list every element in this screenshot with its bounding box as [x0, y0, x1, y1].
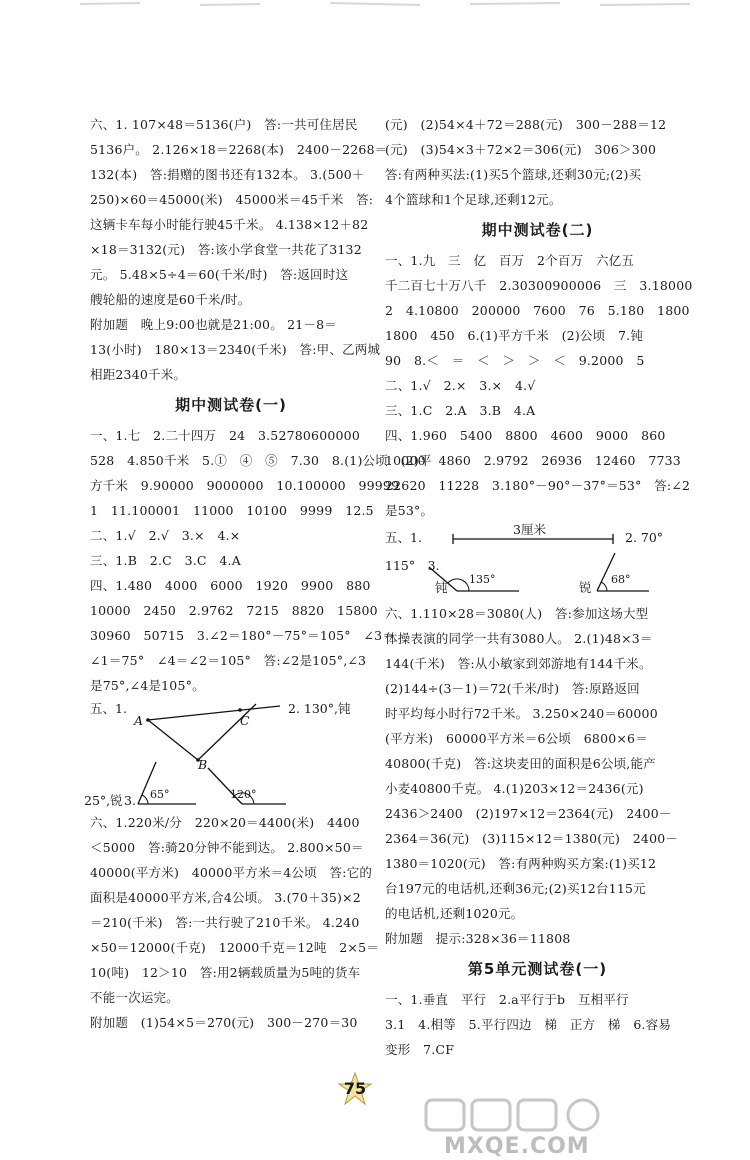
text-line: 10000 4860 2.9792 26936 12460 7733	[385, 453, 681, 468]
text-line: 三、1.C 2.A 3.B 4.A	[385, 403, 536, 418]
text-line: 体操表演的同学一共有3080人。 2.(1)48×3＝	[385, 631, 653, 646]
angle-label-120: 120°	[230, 788, 257, 801]
text-line: ∠1＝75° ∠4＝∠2＝105° 答:∠2是105°,∠3	[90, 653, 367, 668]
text-line: 六、1. 107×48＝5136(户) 答:一共可住居民	[90, 117, 358, 132]
text-line: 二、1.√ 2.√ 3.× 4.×	[90, 528, 241, 543]
section-heading-midterm-2: 期中测试卷(二)	[481, 221, 594, 239]
text-line: 5136户。 2.126×18＝2268(本) 2400－2268＝	[90, 142, 388, 157]
text-line: 答:有两种买法:(1)买5个篮球,还剩30元;(2)买	[385, 167, 642, 182]
point-label-a: A	[134, 713, 144, 728]
text-line: 13(小时) 180×13＝2340(千米) 答:甲、乙两城	[90, 342, 381, 357]
text-line: 元。 5.48×5÷4＝60(千米/时) 答:返回时这	[90, 267, 349, 282]
text-line: 方千米 9.90000 9000000 10.100000 99999	[90, 478, 400, 493]
text-line: 1380＝1020(元) 答:有两种购买方案:(1)买12	[385, 856, 657, 871]
text-line: ＜5000 答:骑20分钟不能到达。 2.800×50＝	[90, 840, 364, 855]
figure-item-3: 3.	[124, 793, 136, 808]
left-section-1	[90, 112, 388, 387]
figure-segment-angles	[385, 523, 690, 601]
text-line: 附加题 (1)54×5＝270(元) 300－270＝30	[90, 1015, 358, 1030]
scan-top-edge	[0, 0, 750, 18]
text-line: 这辆卡车每小时能行驶45千米。 4.138×12＋82	[90, 217, 369, 232]
text-line: 三、1.B 2.C 3.C 4.A	[90, 553, 241, 568]
text-line: ×50＝12000(千克) 12000千克＝12吨 2×5＝	[90, 940, 379, 955]
text-line: 10000 2450 2.9762 7215 8820 15800	[90, 603, 378, 618]
text-line: ×18＝3132(元) 答:该小学食堂一共花了3132	[90, 242, 362, 257]
text-line: 附加题 晚上9:00也就是21:00。 21－8＝	[90, 317, 337, 332]
text-line: 2436＞2400 (2)197×12＝2364(元) 2400－	[385, 806, 672, 821]
obtuse-label: 钝	[435, 580, 448, 595]
point-label-b: B	[198, 757, 208, 772]
text-line: 40800(千克) 答:这块麦田的面积是6公顷,能产	[385, 756, 656, 771]
text-line: 六、1.110×28＝3080(人) 答:参加这场大型	[385, 606, 649, 621]
text-line: 250)×60＝45000(米) 45000米＝45千米 答:	[90, 192, 374, 207]
text-line: 30960 50715 3.∠2＝180°－75°＝105° ∠3＝	[90, 628, 395, 643]
figure-question-label: 五、1.	[90, 701, 127, 716]
text-line: 一、1.九 三 亿 百万 2个百万 六亿五	[385, 253, 635, 268]
text-line: 六、1.220米/分 220×20＝4400(米) 4400	[90, 815, 360, 830]
text-line: 144(千米) 答:从小敏家到郊游地有144千米。	[385, 656, 652, 671]
text-line: 面积是40000平方米,合4公顷。 3.(70＋35)×2	[90, 890, 361, 905]
figure-answer-2: 2. 70°	[625, 530, 664, 545]
text-line: 不能一次运完。	[90, 990, 179, 1005]
figure-prefix-text: 115° 3.	[385, 558, 440, 573]
text-line: ＝210(千米) 答:一共行驶了210千米。 4.240	[90, 915, 360, 930]
acute-label: 锐	[579, 580, 592, 595]
text-line: 10(吨) 12＞10 答:用2辆载质量为5吨的货车	[90, 965, 361, 980]
text-line: 附加题 提示:328×36＝11808	[385, 931, 571, 946]
figure-triangle-angles	[84, 698, 372, 810]
text-line: 2 4.10800 200000 7600 76 5.180 1800	[385, 303, 690, 318]
segment-length-label: 3厘米	[513, 522, 546, 537]
section-heading-midterm-1: 期中测试卷(一)	[175, 396, 287, 414]
right-section-3	[385, 601, 690, 951]
text-line: 3.1 4.相等 5.平行四边 梯 正方 梯 6.容易	[385, 1017, 672, 1032]
text-line: 90 8.＜ ＝ ＜ ＞ ＞ ＜ 9.2000 5	[385, 353, 645, 368]
text-line: 变形 7.CF	[385, 1042, 455, 1057]
text-line: (元) (3)54×3＋72×2＝306(元) 306＞300	[385, 142, 657, 157]
text-line: 1 11.100001 11000 10100 9999 12.5	[90, 503, 374, 518]
text-line: 的电话机,还剩1020元。	[385, 906, 524, 921]
text-line: 四、1.960 5400 8800 4600 9000 860	[385, 428, 666, 443]
text-line: (平方米) 60000平方米＝6公顷 6800×6＝	[385, 731, 648, 746]
text-line: 是75°,∠4是105°。	[90, 678, 205, 693]
watermark-text: MXQE.COM	[444, 1134, 590, 1159]
figure-question-label: 五、1.	[385, 530, 422, 545]
right-section-2	[385, 248, 693, 523]
figure-prefix-text: 25°,锐	[84, 793, 123, 808]
right-section-4	[385, 987, 690, 1062]
text-line: 1800 450 6.(1)平方千米 (2)公顷 7.钝	[385, 328, 644, 343]
left-section-3	[90, 810, 379, 1035]
right-section-1	[385, 112, 690, 212]
page-number	[338, 1072, 372, 1106]
text-line: 2364＝36(元) (3)115×12＝1380(元) 2400－	[385, 831, 679, 846]
text-line: 22620 11228 3.180°－90°－37°＝53° 答:∠2	[385, 478, 691, 493]
page-number-text: 75	[343, 1079, 367, 1098]
angle-label-135: 135°	[469, 573, 496, 586]
section-heading-unit5-test-1: 第5单元测试卷(一)	[467, 960, 608, 978]
text-line: (2)144÷(3－1)＝72(千米/时) 答:原路返回	[385, 681, 640, 696]
angle-label-65: 65°	[150, 788, 170, 801]
text-line: 一、1.七 2.二十四万 24 3.52780600000	[90, 428, 360, 443]
figure-answer-2: 2. 130°,钝	[288, 701, 351, 716]
text-line: 40000(平方米) 40000平方米＝4公顷 答:它的	[90, 865, 373, 880]
text-line: 二、1.√ 2.× 3.× 4.√	[385, 378, 536, 393]
text-line: 一、1.垂直 平行 2.a平行于b 互相平行	[385, 992, 629, 1007]
text-line: 相距2340千米。	[90, 367, 187, 382]
text-line: 千二百七十万八千 2.30300900006 三 3.18000	[385, 278, 693, 293]
text-line: 132(本) 答:捐赠的图书还有132本。 3.(500＋	[90, 167, 365, 182]
text-line: 528 4.850千米 5.① ④ ⑤ 7.30 8.(1)公顷 (2)平	[90, 453, 432, 468]
text-line: 小麦40800千克。 4.(1)203×12＝2436(元)	[385, 781, 644, 796]
text-line: (元) (2)54×4＋72＝288(元) 300－288＝12	[385, 117, 667, 132]
right-column	[385, 112, 693, 1062]
text-line: 四、1.480 4000 6000 1920 9900 880	[90, 578, 371, 593]
text-line: 艘轮船的速度是60千米/时。	[90, 292, 251, 307]
text-line: 4个篮球和1个足球,还剩12元。	[385, 192, 562, 207]
text-line: 时平均每小时行72千米。 3.250×240＝60000	[385, 706, 658, 721]
text-line: 是53°。	[385, 503, 434, 518]
text-line: 台197元的电话机,还剩36元;(2)买12台115元	[385, 881, 646, 896]
watermark	[418, 1096, 738, 1160]
point-label-c: C	[240, 713, 250, 728]
angle-label-68: 68°	[611, 573, 631, 586]
